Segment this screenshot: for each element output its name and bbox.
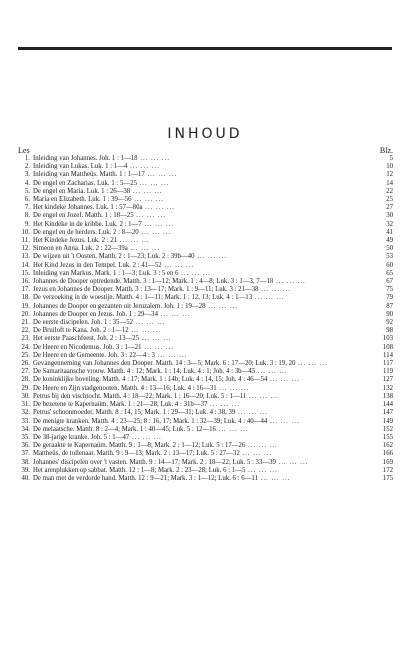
- toc-entry-title: De engel en Zacharias. Luk. 1 : 5—25: [33, 179, 137, 187]
- toc-entry-title: De menigte kranken. Matth. 4 : 23—25; 8 : 16, 17; Mark. 1 : 32—39; Luk. 4 : 40—44: [33, 417, 268, 425]
- toc-entry-wrapper: [33, 467, 373, 475]
- toc-entry: [18, 204, 393, 212]
- toc-entry-number: 16.: [21, 278, 30, 286]
- toc-entry-title: Het Kindeke Jezus. Luk. 2 : 21: [33, 237, 118, 245]
- toc-entry-page: 98: [386, 327, 393, 335]
- toc-entry-page: 10: [386, 163, 393, 171]
- dot-leader: ... ... ...: [267, 376, 300, 384]
- toc-entry-number: 35.: [21, 433, 30, 441]
- toc-entry: [18, 319, 393, 327]
- dot-leader: ... ... ...: [245, 466, 278, 474]
- toc-entry-wrapper: [33, 196, 373, 204]
- toc-entry: [18, 376, 393, 384]
- dot-leader: ... ... ...: [157, 310, 191, 318]
- toc-entry-wrapper: [33, 335, 373, 343]
- toc-entry-number: 10.: [21, 228, 30, 236]
- toc-entry: [18, 221, 393, 229]
- toc-entry-page: 14: [386, 179, 393, 187]
- toc-entry: [18, 311, 393, 319]
- toc-entry-title: De bezetene te Kapernaüm. Mark. 1 : 21—28; Luk. 4 : 31b—37: [33, 401, 208, 409]
- toc-entry-page: 169: [382, 458, 393, 466]
- toc-entry-wrapper: [33, 426, 373, 434]
- dot-leader: ... ... ...: [141, 220, 175, 228]
- dot-leader: ... ... ...: [255, 368, 288, 376]
- toc-entry-number: 21.: [21, 319, 30, 327]
- toc-entry: [18, 434, 393, 442]
- toc-entry-wrapper: [33, 327, 373, 335]
- dot-leader: ... ... ...: [245, 442, 278, 450]
- toc-entry-number: 25.: [21, 351, 30, 359]
- toc-entry-title: De Bruiloft te Kana. Joh. 2 : 1—12: [33, 327, 129, 335]
- toc-entry: [18, 409, 393, 417]
- dot-leader: ... ... ...: [130, 187, 163, 195]
- toc-entry-wrapper: [33, 360, 373, 368]
- toc-entry-wrapper: [33, 344, 373, 352]
- toc-entry-title: De Samaritaansche vrouw. Matth. 4 : 12; Mark. 1 : 14; Luk. 4 : 1; Joh. 4 : 3b—45: [33, 368, 256, 376]
- toc-entry-wrapper: [33, 303, 373, 311]
- dot-leader: ... ... ...: [257, 474, 291, 482]
- dot-leader: ... ... ...: [178, 269, 211, 277]
- toc-entry-number: 12.: [21, 245, 30, 253]
- toc-entry-title: De eerste discipelen. Joh. 1 : 35—52: [33, 319, 134, 327]
- toc-entry-number: 19.: [21, 302, 30, 310]
- toc-entry-title: Het Kind Jezus in den Tempel. Luk. 2 : 41—52: [33, 261, 162, 269]
- toc-entry-page: 119: [383, 368, 393, 376]
- toc-entry: [18, 368, 393, 376]
- toc-entry-number: 13.: [21, 253, 30, 261]
- dot-leader: ... ... ...: [117, 237, 150, 245]
- toc-entry-wrapper: [33, 368, 373, 376]
- toc-entry: [18, 393, 393, 401]
- toc-entry-title: Petrus' schoonmoeder. Matth. 8 : 14, 15; Mark. 1 : 29—31; Luk. 4 : 38, 39: [33, 409, 236, 417]
- dot-leader: ... ... ...: [138, 228, 172, 236]
- toc-entry: [18, 262, 393, 270]
- toc-entry-page: 49: [386, 237, 393, 245]
- toc-entry-title: Johannes de Dooper en Jezus. Joh. 1 : 29—34: [33, 310, 158, 318]
- toc-entry-page: 108: [382, 343, 393, 351]
- toc-entry-page: 5: [389, 155, 393, 162]
- dot-leader: ... ... ...: [295, 360, 328, 368]
- toc-entry-wrapper: [33, 253, 373, 261]
- toc-entry-page: 75: [386, 286, 393, 294]
- dot-leader: ... ... ...: [207, 401, 240, 409]
- toc-entry-title: Simeon en Anna. Luk. 2 : 22—39a: [33, 245, 128, 253]
- toc-entry-title: De koninklijke boveling. Matth. 4 : 17; Mark. 1 : 14b; Luk. 4 : 14, 15; Joh. 4 : 46—54: [33, 376, 268, 384]
- toc-entry-number: 39.: [21, 466, 30, 474]
- toc-entry-page: 117: [383, 360, 393, 368]
- toc-entry-wrapper: [33, 401, 373, 409]
- toc-entry-wrapper: [33, 163, 373, 171]
- toc-entry-page: 65: [386, 269, 393, 277]
- toc-entry-wrapper: [33, 459, 373, 467]
- toc-entry-number: 22.: [21, 327, 30, 335]
- toc-entry-number: 3.: [24, 171, 30, 179]
- toc-entry-wrapper: [33, 294, 373, 302]
- dot-leader: ... ... ...: [133, 212, 166, 220]
- toc-entry-number: 30.: [21, 392, 30, 400]
- toc-entry-title: Maria en Elizabeth. Luk. 1 : 39—56: [33, 196, 132, 204]
- toc-entry-wrapper: [33, 155, 373, 163]
- toc-entry-wrapper: [33, 171, 373, 179]
- toc-entry: [18, 171, 393, 179]
- toc-entry-number: 29.: [21, 384, 30, 392]
- dot-leader: ... ... ...: [267, 417, 300, 425]
- toc-entry-title: Johannes de Dooper en gezanten uit Jeruzalem. Joh. 1 : 19—28: [33, 302, 206, 310]
- toc-entry-number: 18.: [21, 294, 30, 302]
- toc-entry-page: 127: [382, 376, 393, 384]
- toc-entry: [18, 245, 393, 253]
- page-title: INHOUD: [167, 126, 243, 142]
- toc-entry-wrapper: [33, 311, 373, 319]
- toc-entry: [18, 229, 393, 237]
- dot-leader: ... ... ...: [205, 302, 238, 310]
- toc-entry-page: 132: [382, 384, 393, 392]
- toc-entry-wrapper: [33, 418, 373, 426]
- dot-leader: ... ... ...: [235, 409, 268, 417]
- toc-entry-title: De Heere en de Gemeente. Joh. 3 : 22—4 : 3: [33, 351, 155, 359]
- toc-entry: [18, 294, 393, 302]
- toc-entry-title: De wijzen uit 't Oosten. Matth. 2 : 1—23; Luk. 2 : 39b—40: [33, 253, 195, 261]
- toc-entry-number: 40.: [21, 474, 30, 482]
- toc-entry: [18, 335, 393, 343]
- toc-entry-number: 28.: [21, 376, 30, 384]
- toc-entry-page: 175: [382, 474, 393, 482]
- toc-entry-title: De man met de verdorde hand. Matth. 12 : 9—21; Mark. 3 : 1—12; Luk. 6 : 6—11: [33, 474, 258, 482]
- toc-entry-title: De Heere en Nicodemus. Joh. 3 : 1—21: [33, 343, 142, 351]
- toc-entry-page: 27: [386, 204, 393, 212]
- dot-leader: ... ... ...: [139, 335, 172, 343]
- toc-entry-number: 9.: [24, 220, 30, 228]
- toc-entry-wrapper: [33, 212, 373, 220]
- toc-entry-page: 144: [382, 401, 393, 409]
- toc-entry: [18, 188, 393, 196]
- toc-entry-title: De melaatsche. Matth. 8 : 2—4; Mark. 1 : 40—45; Luk. 5 : 12—16: [33, 425, 216, 433]
- toc-entry-title: De geraakte te Kapernaüm. Matth. 9 : 1—8; Mark. 2 : 1—12; Luk. 5 : 17—26: [33, 442, 246, 450]
- toc-entry-wrapper: [33, 270, 373, 278]
- dot-leader: ... ... ...: [216, 384, 250, 392]
- toc-entry-wrapper: [33, 475, 373, 483]
- dot-leader: ... ... ...: [127, 163, 160, 171]
- dot-leader: ... ... ...: [133, 319, 166, 327]
- toc-entry: [18, 467, 393, 475]
- dot-leader: ... ... ...: [142, 204, 175, 212]
- toc-entry-wrapper: [33, 393, 373, 401]
- dot-leader: ... ... ...: [154, 351, 188, 359]
- toc-entry-wrapper: [33, 188, 373, 196]
- toc-entry-number: 24.: [21, 343, 30, 351]
- toc-entry-number: 1.: [24, 155, 30, 162]
- toc-entry-wrapper: [33, 237, 373, 245]
- column-header-blz: Blz.: [379, 146, 393, 155]
- toc-entry-title: Petrus bij den vischtocht. Matth. 4 : 18—22; Mark. 1 : 16—20; Luk. 5 : 1—11: [33, 392, 247, 400]
- toc-entry-page: 79: [386, 294, 393, 302]
- toc-entry: [18, 459, 393, 467]
- toc-entry: [18, 286, 393, 294]
- toc-entry-page: 25: [386, 196, 393, 204]
- toc-entry-wrapper: [33, 221, 373, 229]
- toc-entry-title: De engel en Jozef. Matth. 1 : 18—25: [33, 212, 134, 220]
- toc-entry-title: Het arenplukken op sabbat. Matth. 12 : 1—8; Mark. 2 : 23—28; Luk. 6 : 1—5: [33, 466, 246, 474]
- toc-entry-title: Inleiding van Lukas. Luk. 1 : 1—4: [33, 163, 128, 171]
- dot-leader: ... ... ...: [246, 392, 279, 400]
- toc-entry-wrapper: [33, 286, 373, 294]
- toc-entry-number: 32.: [21, 409, 30, 417]
- toc-entry: [18, 442, 393, 450]
- toc-entry-page: 147: [382, 409, 393, 417]
- dot-leader: ... ... ...: [131, 196, 164, 204]
- toc-entry-title: Het eerste Paaschfeest. Joh. 2 : 13—25: [33, 335, 140, 343]
- toc-entry-number: 37.: [21, 450, 30, 458]
- dot-leader: ... ... ...: [215, 425, 249, 433]
- toc-entry: [18, 344, 393, 352]
- toc-entry-wrapper: [33, 319, 373, 327]
- column-header-les: Les: [18, 146, 30, 155]
- dot-leader: ... ... ...: [194, 253, 227, 261]
- toc-entry-title: De engel en Maria. Luk. 1 : 26—38: [33, 187, 131, 195]
- toc-entry-page: 41: [386, 228, 393, 236]
- toc-entry: [18, 401, 393, 409]
- toc-entry-page: 152: [382, 425, 393, 433]
- toc-entry-title: Mattheüs, de tollenaar. Matth. 9 : 9—13; Mark. 2 : 13—17; Luk. 5 : 27—32: [33, 450, 240, 458]
- toc-entry-number: 27.: [21, 368, 30, 376]
- toc-entry-title: Het Kindeke in de kribbe. Luk. 2 : 1—7: [33, 220, 142, 228]
- toc-entry-page: 138: [382, 392, 393, 400]
- toc-entry-number: 23.: [21, 335, 30, 343]
- toc-entry-wrapper: [33, 278, 373, 286]
- toc-entry-wrapper: [33, 385, 373, 393]
- dot-leader: ... ... ...: [275, 458, 309, 466]
- toc-entry-wrapper: [33, 180, 373, 188]
- toc-entry-page: 30: [386, 212, 393, 220]
- toc-entry: [18, 212, 393, 220]
- toc-entry-number: 2.: [24, 163, 30, 171]
- toc-entry: [18, 360, 393, 368]
- toc-entry-wrapper: [33, 450, 373, 458]
- dot-leader: ... ... ...: [137, 155, 170, 162]
- toc-entry-wrapper: [33, 409, 373, 417]
- toc-entry-wrapper: [33, 434, 373, 442]
- dot-leader: ... ... ...: [161, 261, 195, 269]
- toc-entry-page: 114: [383, 351, 393, 359]
- dot-leader: ... ... ...: [144, 171, 178, 179]
- toc-entry-number: 38.: [21, 458, 30, 466]
- toc-entry-wrapper: [33, 229, 373, 237]
- toc-entry-number: 4.: [24, 179, 30, 187]
- toc-entry-wrapper: [33, 352, 373, 360]
- toc-entry-title: Inleiding van Mattheüs. Matth. 1 : 1—17: [33, 171, 145, 179]
- toc-entry-page: 162: [382, 442, 393, 450]
- toc-entry-wrapper: [33, 262, 373, 270]
- toc-entry-wrapper: [33, 245, 373, 253]
- toc-entry-number: 26.: [21, 360, 30, 368]
- toc-entry-number: 6.: [24, 196, 30, 204]
- top-rule: [18, 47, 392, 50]
- toc-entry-number: 20.: [21, 310, 30, 318]
- toc-entry: [18, 237, 393, 245]
- toc-entry-wrapper: [33, 376, 373, 384]
- toc-entry-number: 34.: [21, 425, 30, 433]
- toc-entry-wrapper: [33, 442, 373, 450]
- toc-entry-title: Het kindeke Johannes. Luk. 1 : 57—80a: [33, 204, 143, 212]
- toc-entry: [18, 418, 393, 426]
- dot-leader: ... ... ...: [252, 294, 285, 302]
- toc-entry: [18, 270, 393, 278]
- dot-leader: ... ... ...: [258, 286, 291, 294]
- toc-entry-page: 67: [386, 278, 393, 286]
- toc-entry-title: De Heere en Zijn stadgenooten. Matth. 4 : 13—16; Luk. 4 : 16—31: [33, 384, 217, 392]
- toc-entry-page: 155: [382, 433, 393, 441]
- toc-entry: [18, 180, 393, 188]
- toc-entry-page: 12: [386, 171, 393, 179]
- toc-entry-number: 11.: [21, 237, 30, 245]
- toc-entry-number: 14.: [21, 261, 30, 269]
- toc-entry-page: 32: [386, 220, 393, 228]
- toc-entry: [18, 426, 393, 434]
- toc-entry-title: Inleiding van Markus. Mark. 1 : 1—3; Luk. 3 : 5 en 6: [33, 269, 179, 277]
- toc-entry: [18, 352, 393, 360]
- toc-entry-page: 60: [386, 261, 393, 269]
- toc-entry-title: Johannes' discipelen over 't vasten. Matth. 9 : 14—17; Mark. 2 : 18—22; Luk. 5 : 33—39: [33, 458, 276, 466]
- dot-leader: ... ... ...: [273, 278, 306, 286]
- dot-leader: ... ... ...: [141, 343, 174, 351]
- dot-leader: ... ... ...: [127, 245, 161, 253]
- toc-entry: [18, 155, 393, 163]
- toc-entry-page: 53: [386, 253, 393, 261]
- toc-entry-title: De verzoeking in de woestijn. Matth. 4 : 1—11; Mark. 1 : 12, 13; Luk. 4 : 1—13: [33, 294, 253, 302]
- table-of-contents: [18, 155, 393, 483]
- toc-entry-number: 15.: [21, 269, 30, 277]
- toc-entry-page: 92: [386, 319, 393, 327]
- toc-entry-wrapper: [33, 204, 373, 212]
- toc-entry-page: 50: [386, 245, 393, 253]
- toc-entry-page: 166: [382, 450, 393, 458]
- toc-entry-title: Johannes de Dooper optredende. Matth. 3 : 1—12; Mark. 1 : 4—8; Luk. 3 : 1—3, 7—18: [33, 278, 274, 286]
- toc-entry-page: 90: [386, 310, 393, 318]
- toc-entry: [18, 385, 393, 393]
- toc-entry-page: 103: [382, 335, 393, 343]
- toc-entry-title: De engel en de herders. Luk. 2 : 8—20: [33, 228, 139, 236]
- toc-entry-title: De 38-jarige kranke. Joh. 5 : 1—47: [33, 433, 130, 441]
- toc-entry-number: 17.: [21, 286, 30, 294]
- toc-entry-page: 149: [382, 417, 393, 425]
- toc-entry-page: 87: [386, 302, 393, 310]
- toc-entry: [18, 475, 393, 483]
- toc-entry: [18, 196, 393, 204]
- toc-entry-number: 31.: [21, 401, 30, 409]
- toc-entry: [18, 303, 393, 311]
- toc-entry-page: 22: [386, 187, 393, 195]
- toc-entry-number: 7.: [24, 204, 30, 212]
- toc-entry-page: 172: [382, 466, 393, 474]
- column-header-row: [18, 146, 393, 155]
- toc-entry-number: 8.: [24, 212, 30, 220]
- toc-entry-number: 5.: [24, 187, 30, 195]
- toc-entry: [18, 327, 393, 335]
- dot-leader: ... ... ...: [128, 327, 162, 335]
- dot-leader: ... ... ...: [129, 433, 162, 441]
- dot-leader: ... ... ...: [239, 450, 273, 458]
- dot-leader: ... ... ...: [137, 179, 170, 187]
- toc-entry: [18, 253, 393, 261]
- toc-entry: [18, 450, 393, 458]
- toc-entry-title: Inleiding van Johannes. Joh. 1 : 1—18: [33, 155, 138, 162]
- toc-entry-number: 33.: [21, 417, 30, 425]
- toc-entry-title: Gevangenneming van Johannes den Dooper. Matth. 14 : 3—5; Mark. 6 : 17—20; Luk. 3 : 19, 20: [33, 360, 296, 368]
- toc-entry-title: Jezus en Johannes de Dooper. Matth. 3 : 13—17; Mark. 1 : 9—11; Luk. 3 : 21—38: [33, 286, 259, 294]
- toc-entry-number: 36.: [21, 442, 30, 450]
- toc-entry: [18, 278, 393, 286]
- toc-entry: [18, 163, 393, 171]
